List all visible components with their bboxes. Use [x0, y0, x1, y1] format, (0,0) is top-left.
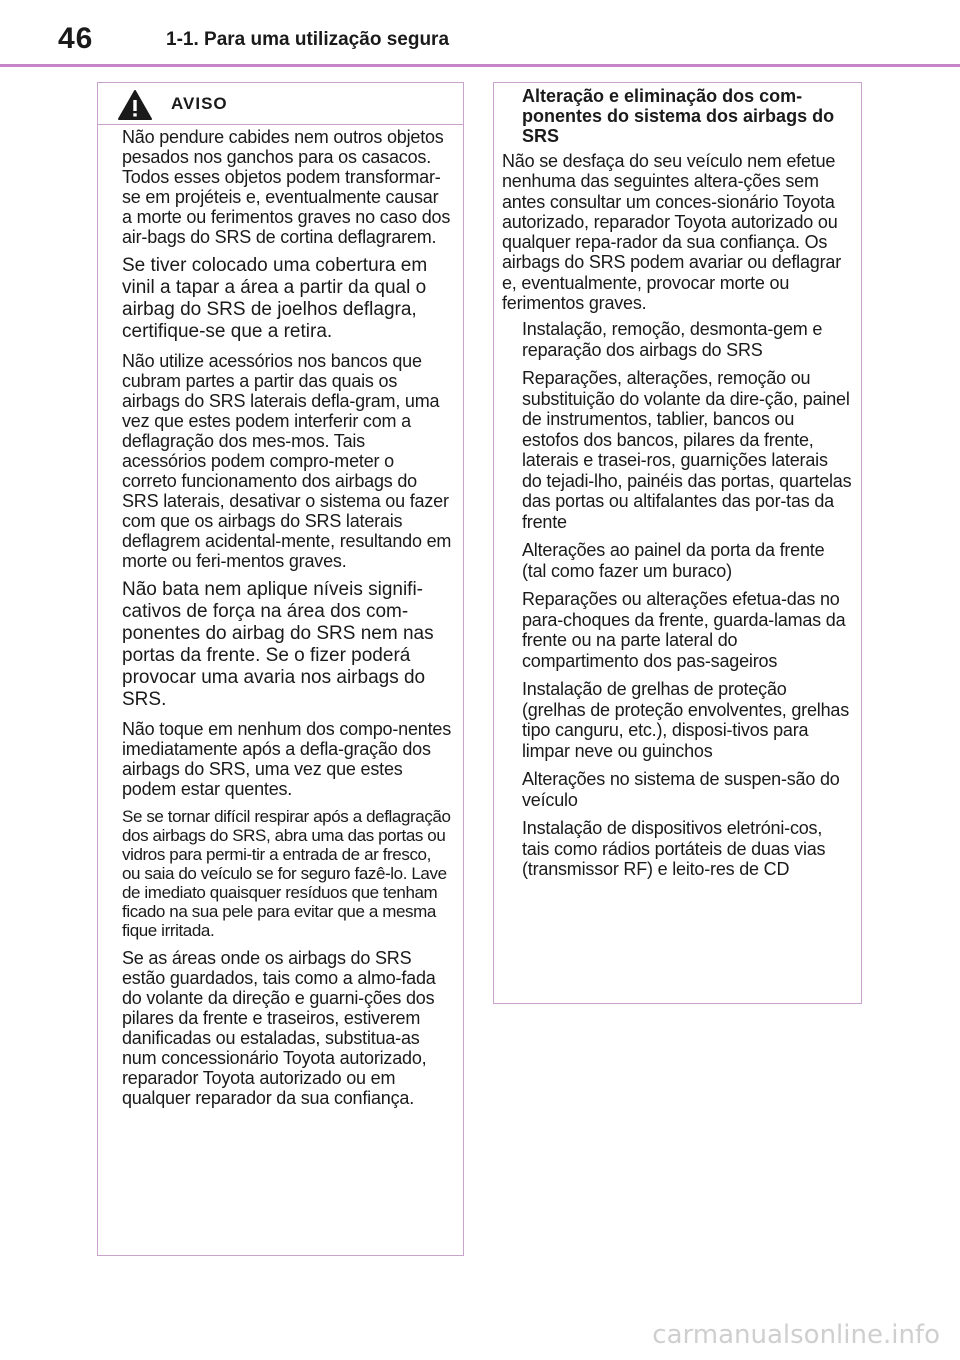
warning-paragraph: Se tiver colocado uma cobertura em vinil a tapar a área a partir da qual o airbag do SRS de joelhos deflagra, certifique-se que a retira.: [122, 255, 428, 342]
list-item: Alterações ao painel da porta da frente (tal como fazer um buraco): [522, 540, 825, 581]
list-item: Instalação, remoção, desmonta-gem e reparação dos airbags do SRS: [522, 319, 823, 360]
page-header: [0, 0, 960, 70]
watermark: carmanualsonline.info: [652, 1320, 940, 1350]
modification-box: [493, 82, 862, 1004]
header-divider: [0, 64, 960, 67]
list-item: Instalação de grelhas de proteção (grelhas de proteção envolventes, grelhas tipo canguru, etc.), disposi-tivos para limpar neve ou guinchos: [522, 679, 850, 761]
warning-paragraph: Se as áreas onde os airbags do SRS estão guardados, tais como a almo-fada do volante da direção e guarni-ções dos pilares da frente e traseiros, estiverem danificadas ou estaladas, substitua-as num concessionário Toyota autorizado, reparador Toyota autorizado ou em qualquer reparador da sua confiança.: [122, 948, 436, 1108]
warning-paragraph: Não toque em nenhum dos compo-nentes imediatamente após a defla-gração dos airbags do SRS, uma vez que estes podem estar quentes.: [122, 719, 452, 799]
list-item: Reparações ou alterações efetua-das no para-choques da frente, guarda-lamas da frente ou na parte lateral do compartimento dos pas-sageiros: [522, 589, 846, 671]
list-item: Instalação de dispositivos eletróni-cos, tais como rádios portáteis de duas vias (transmissor RF) e leito-res de CD: [522, 818, 826, 880]
warning-header: [98, 83, 463, 125]
warning-paragraph: Não bata nem aplique níveis signifi-cativos de força na área dos com-ponentes do airbag do SRS nem nas portas da frente. Se o fizer poderá provocar uma avaria nos airbags do SRS.: [122, 579, 434, 710]
warning-title: AVISO: [171, 94, 228, 113]
warning-body: [122, 127, 452, 1116]
list-item: Alterações no sistema de suspen-são do veículo: [522, 769, 840, 810]
modification-body: [502, 86, 852, 888]
modification-title: Alteração e eliminação dos com-ponentes do sistema dos airbags do SRS: [522, 86, 835, 146]
modification-intro: Não se desfaça do seu veículo nem efetue nenhuma das seguintes altera-ções sem antes consultar um conces-sionário Toyota autorizado, reparador Toyota autorizado ou qualquer repa-rador da sua confiança. Os airbags do SRS podem avariar ou deflagrar e, eventualmente, provocar morte ou ferimentos graves.: [502, 151, 841, 314]
warning-paragraph: Não pendure cabides nem outros objetos pesados nos ganchos para os casacos. Todos esses objetos podem transformar-se em projéteis e, eventualmente causar a morte ou ferimentos graves no caso dos air-bags do SRS de cortina deflagrarem.: [122, 127, 451, 247]
warning-triangle-icon: [117, 89, 153, 121]
warning-paragraph: Não utilize acessórios nos bancos que cubram partes a partir das quais os airbags do SRS laterais defla-gram, uma vez que estes podem interferir com a deflagração dos mes-mos. Tais acessórios podem compro-meter o correto funcionamento dos airbags do SRS laterais, desativar o sistema ou fazer com que os airbags do SRS laterais deflagrem acidental-mente, resultando em morte ou feri-mentos graves.: [122, 351, 452, 571]
list-item: Reparações, alterações, remoção ou substituição do volante da dire-ção, painel de instrumentos, tablier, bancos ou estofos dos bancos, pilares da frente, laterais e trasei-ros, guarnições laterais do tejadi-lho, painéis das portas, quartelas das portas ou altifalantes das por-tas da frente: [522, 368, 852, 532]
warning-box: [97, 82, 464, 1256]
warning-paragraph: Se se tornar difícil respirar após a deflagração dos airbags do SRS, abra uma das portas ou vidros para permi-tir a entrada de ar fresco, ou saia do veículo se for seguro fazê-lo. Lave de imediato quaisquer resíduos que tenham ficado na sua pele para evitar que a mesma fique irritada.: [122, 807, 451, 940]
page-number: 46: [58, 22, 94, 55]
section-title: 1-1. Para uma utilização segura: [166, 29, 450, 50]
